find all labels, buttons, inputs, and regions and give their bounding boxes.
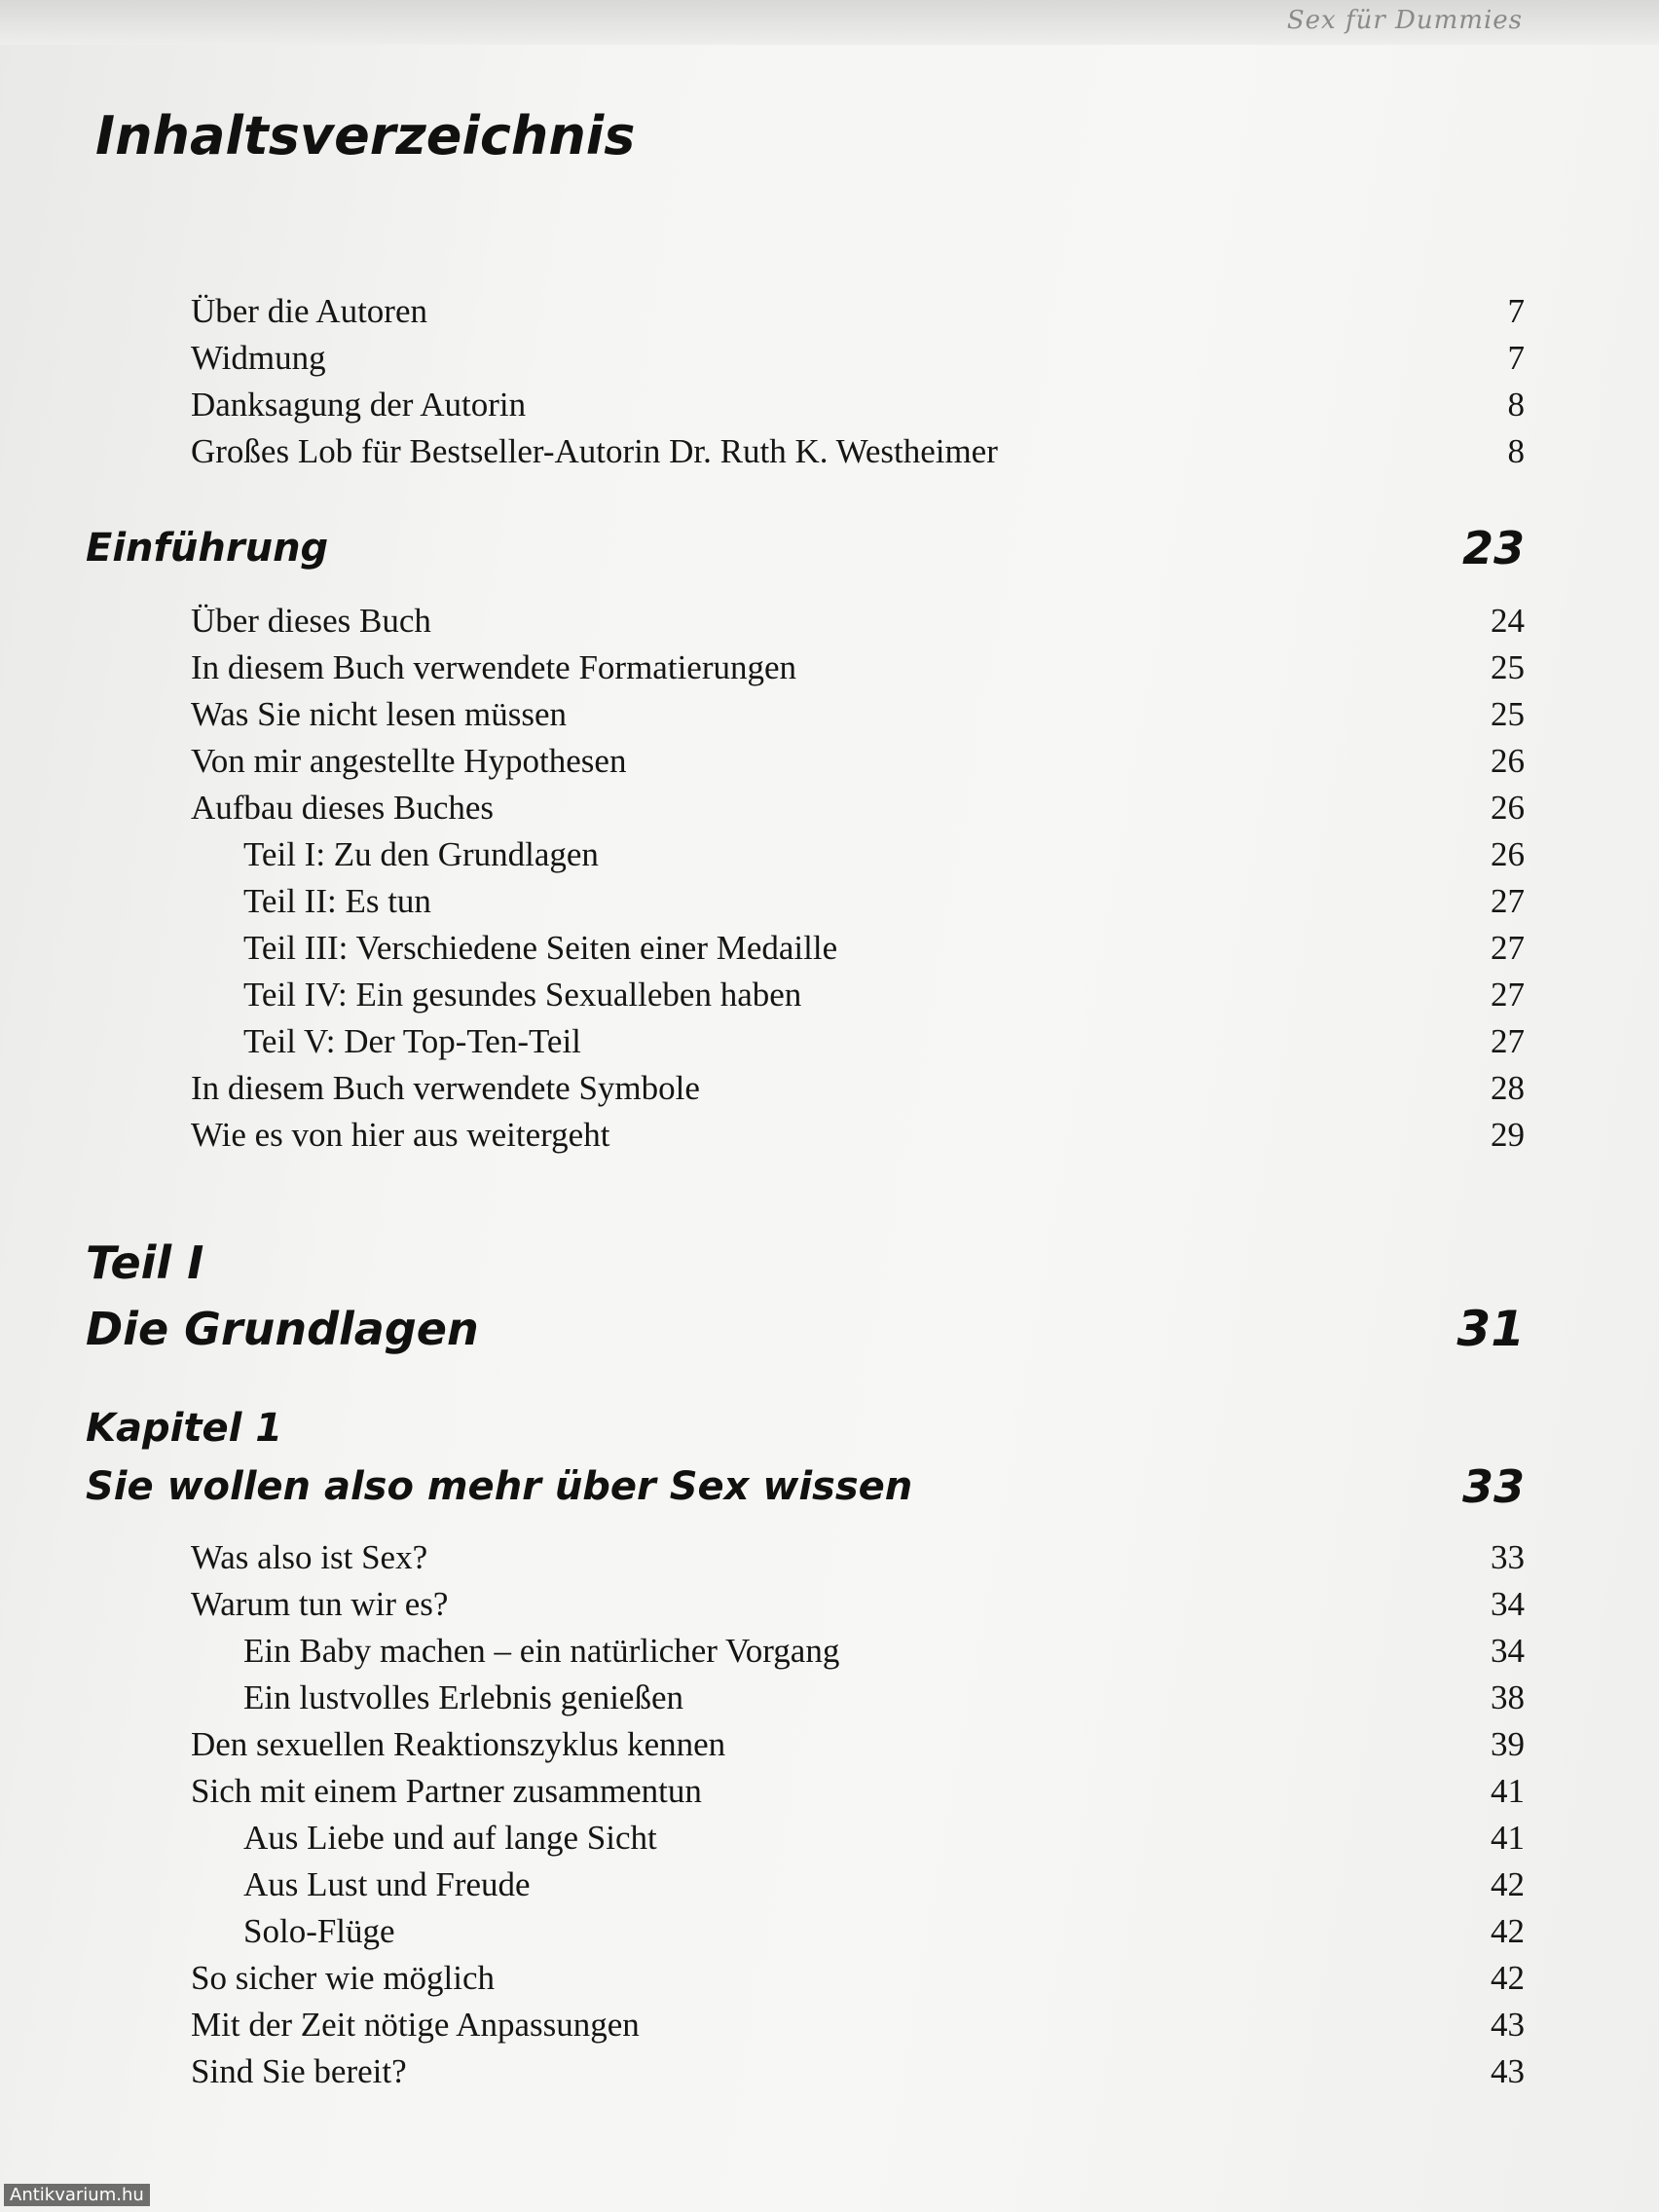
toc-subentry	[0, 882, 1659, 929]
toc-entry	[0, 1585, 1659, 1632]
toc-entry-label: Aufbau dieses Buches	[191, 789, 495, 827]
toc-subentry	[0, 835, 1659, 882]
toc-entry-page: 26	[1491, 789, 1525, 827]
toc-entry	[0, 292, 1659, 339]
toc-entry-label: Teil II: Es tun	[243, 882, 431, 920]
chapter-title: Sie wollen also mehr über Sex wissen	[86, 1464, 913, 1509]
toc-entry-label: Über dieses Buch	[191, 602, 431, 640]
toc-subentry	[0, 1912, 1659, 1959]
part-label: Teil I	[86, 1236, 204, 1289]
toc-entry-label: Wie es von hier aus weitergeht	[191, 1116, 610, 1154]
toc-subentry	[0, 1865, 1659, 1912]
part-title: Die Grundlagen	[86, 1303, 479, 1355]
chapter-label: Kapitel 1	[86, 1406, 283, 1451]
chapter-page: 33	[1461, 1460, 1525, 1513]
toc-entry	[0, 695, 1659, 742]
toc-entry	[0, 648, 1659, 695]
toc-entry-page: 24	[1491, 602, 1525, 640]
toc-entry-label: Was also ist Sex?	[191, 1538, 428, 1576]
toc-entry	[0, 789, 1659, 835]
toc-entry-page: 8	[1507, 386, 1525, 424]
toc-subentry	[0, 1819, 1659, 1865]
toc-subentry	[0, 929, 1659, 976]
toc-entry-page: 34	[1491, 1585, 1525, 1623]
toc-entry-label: Teil I: Zu den Grundlagen	[243, 835, 599, 873]
toc-entry-page: 41	[1491, 1819, 1525, 1857]
toc-entry	[0, 1116, 1659, 1162]
toc-entry	[0, 1538, 1659, 1585]
toc-entry-page: 42	[1491, 1912, 1525, 1950]
toc-entry-label: Sich mit einem Partner zusammentun	[191, 1772, 702, 1810]
toc-entry-page: 33	[1491, 1538, 1525, 1576]
toc-entry-label: Ein lustvolles Erlebnis genießen	[243, 1678, 683, 1716]
running-header: Sex für Dummies	[1286, 6, 1523, 35]
toc-entry	[0, 2006, 1659, 2052]
toc-entry-page: 26	[1491, 742, 1525, 780]
toc-entry-page: 25	[1491, 648, 1525, 686]
toc-entry-page: 28	[1491, 1069, 1525, 1107]
toc-entry-label: Großes Lob für Bestseller-Autorin Dr. Ruth K. Westheimer	[191, 432, 998, 470]
watermark: Antikvarium.hu	[4, 2184, 150, 2206]
toc-entry-page: 27	[1491, 929, 1525, 967]
toc-entry-page: 25	[1491, 695, 1525, 733]
toc-entry	[0, 1069, 1659, 1116]
toc-entry	[0, 386, 1659, 432]
toc-entry	[0, 1959, 1659, 2006]
toc-entry-label: Warum tun wir es?	[191, 1585, 449, 1623]
toc-subentry	[0, 976, 1659, 1022]
page-top-edge	[0, 0, 1659, 45]
toc-entry-page: 38	[1491, 1678, 1525, 1716]
toc-entry-page: 34	[1491, 1632, 1525, 1670]
toc-entry	[0, 602, 1659, 648]
toc-entry	[0, 2052, 1659, 2099]
toc-entry-page: 27	[1491, 882, 1525, 920]
toc-entry-label: So sicher wie möglich	[191, 1959, 496, 1997]
section-page-einfuehrung: 23	[1461, 522, 1525, 574]
section-heading-einfuehrung: Einführung	[86, 526, 329, 571]
toc-entry-label: Danksagung der Autorin	[191, 386, 527, 424]
toc-entry-label: Teil IV: Ein gesundes Sexualleben haben	[243, 976, 802, 1014]
toc-entry-label: Mit der Zeit nötige Anpassungen	[191, 2006, 640, 2044]
toc-entry-page: 43	[1491, 2052, 1525, 2090]
toc-entry-page: 7	[1507, 292, 1525, 330]
toc-subentry	[0, 1022, 1659, 1069]
toc-entry	[0, 1772, 1659, 1819]
toc-entry-page: 41	[1491, 1772, 1525, 1810]
toc-entry-page: 7	[1507, 339, 1525, 377]
toc-entry-page: 27	[1491, 976, 1525, 1014]
toc-entry-label: Aus Liebe und auf lange Sicht	[243, 1819, 657, 1857]
toc-entry-label: Von mir angestellte Hypothesen	[191, 742, 627, 780]
toc-entry	[0, 339, 1659, 386]
toc-subentry	[0, 1678, 1659, 1725]
toc-entry-page: 29	[1491, 1116, 1525, 1154]
toc-entry	[0, 1725, 1659, 1772]
toc-entry-page: 42	[1491, 1959, 1525, 1997]
toc-entry-label: Teil III: Verschiedene Seiten einer Medaille	[243, 929, 838, 967]
toc-subentry	[0, 1632, 1659, 1678]
toc-entry	[0, 742, 1659, 789]
toc-entry-label: Teil V: Der Top-Ten-Teil	[243, 1022, 581, 1060]
toc-entry-label: Ein Baby machen – ein natürlicher Vorgang	[243, 1632, 840, 1670]
toc-entry-label: Über die Autoren	[191, 292, 427, 330]
toc-entry-label: In diesem Buch verwendete Symbole	[191, 1069, 700, 1107]
toc-entry-label: Widmung	[191, 339, 326, 377]
toc-entry-label: Den sexuellen Reaktionszyklus kennen	[191, 1725, 726, 1763]
toc-entry-page: 27	[1491, 1022, 1525, 1060]
toc-title: Inhaltsverzeichnis	[95, 105, 636, 166]
toc-entry	[0, 432, 1659, 479]
toc-entry-label: Solo-Flüge	[243, 1912, 395, 1950]
part-page: 31	[1456, 1301, 1525, 1357]
toc-entry-label: Sind Sie bereit?	[191, 2052, 407, 2090]
toc-entry-label: Aus Lust und Freude	[243, 1865, 531, 1903]
toc-entry-label: In diesem Buch verwendete Formatierungen	[191, 648, 797, 686]
toc-entry-page: 39	[1491, 1725, 1525, 1763]
toc-entry-page: 43	[1491, 2006, 1525, 2044]
toc-entry-page: 8	[1507, 432, 1525, 470]
toc-entry-page: 42	[1491, 1865, 1525, 1903]
toc-entry-page: 26	[1491, 835, 1525, 873]
toc-entry-label: Was Sie nicht lesen müssen	[191, 695, 568, 733]
